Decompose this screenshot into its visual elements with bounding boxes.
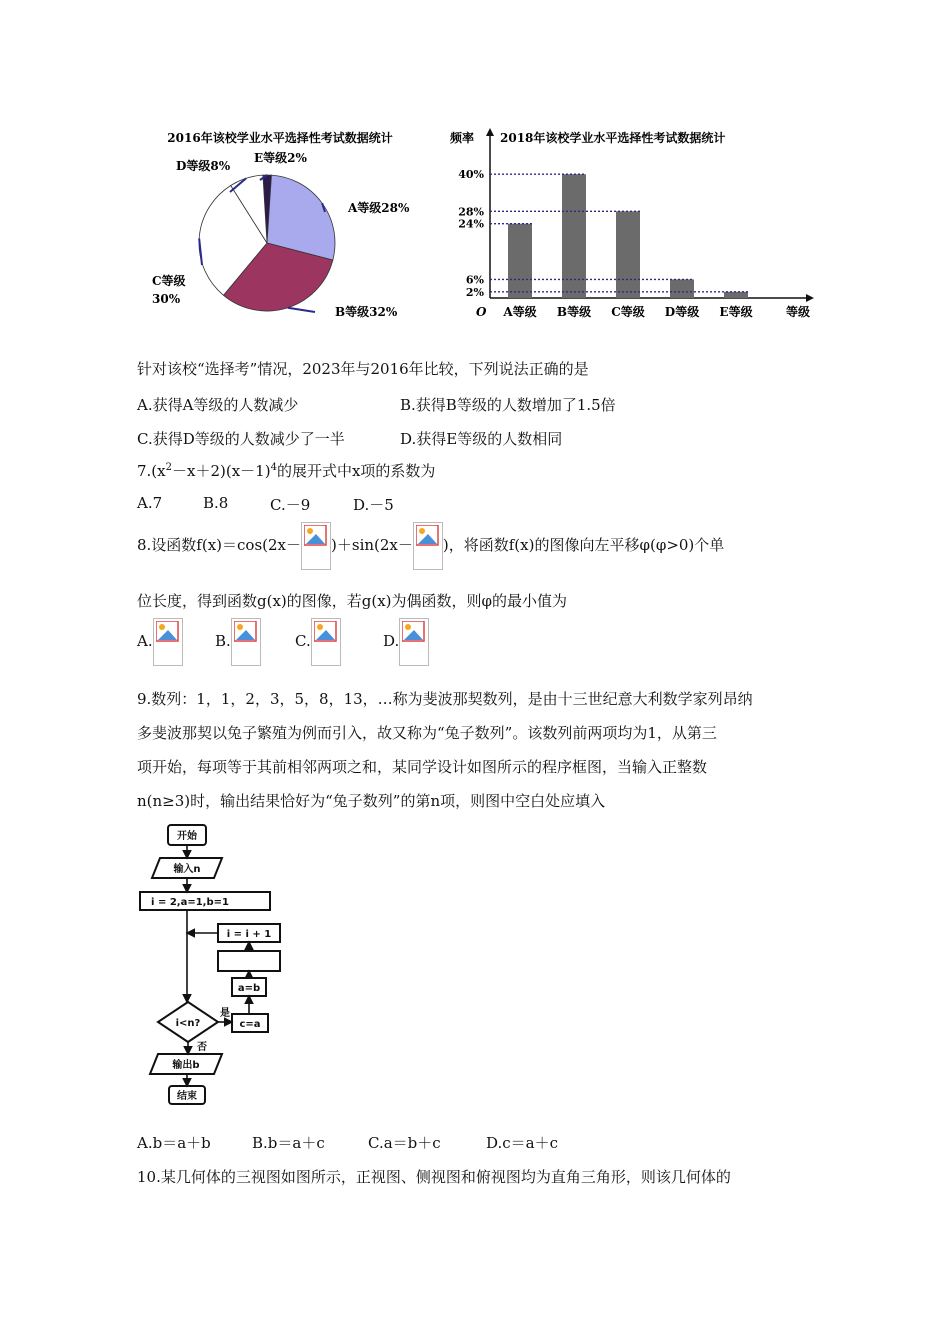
flow-increment-label: i = i + 1 [226, 929, 272, 940]
flow-init-label: i = 2,a=1,b=1 [151, 897, 229, 908]
q8-stem-line1: 8.设函数f(x)＝cos(2x－ )＋sin(2x－ )，将函数f(x)的图像向左平移φ(φ>0)个单 [137, 522, 724, 570]
q8-option-b: B. [215, 618, 261, 666]
image-placeholder-icon [311, 618, 341, 666]
flow-ab-label: a=b [237, 983, 261, 994]
q7-option-c: C.－9 [270, 496, 311, 514]
q9-stem-line3: 项开始，每项等于其前相邻两项之和，某同学设计如图所示的程序框图，当输入正整数 [137, 758, 708, 776]
q8-option-c: C. [295, 618, 341, 666]
pie-leader-1 [288, 308, 315, 312]
bar-origin: O [476, 305, 487, 319]
flow-blank-box [218, 951, 280, 971]
flow-output-label: 输出b [172, 1060, 200, 1071]
pie-title: 2016年该校学业水平选择性考试数据统计 [167, 131, 393, 145]
bar-y-arrow [486, 128, 494, 136]
bar-ytick-1: 28% [458, 205, 484, 219]
bar-ytick-2: 24% [458, 217, 484, 231]
pie-label-0: A等级28% [348, 201, 410, 215]
q9-stem-line2: 多斐波那契以兔子繁殖为例而引入，故又称为“兔子数列”。该数列前两项均为1，从第三 [137, 724, 717, 742]
q10-stem-line1: 10.某几何体的三视图如图所示，正视图、侧视图和俯视图均为直角三角形，则该几何体的 [137, 1168, 731, 1186]
bar-category-4: E等级 [719, 305, 753, 319]
image-placeholder-icon [231, 618, 261, 666]
bar-x-arrow [806, 294, 814, 302]
pie-label-2-pct: 30% [152, 292, 181, 306]
flow-ca-label: c=a [239, 1019, 261, 1030]
image-placeholder-icon [399, 618, 429, 666]
q6-stem: 针对该校“选择考”情况，2023年与2016年比较，下列说法正确的是 [137, 360, 589, 378]
bar-xlabel: 等级 [786, 305, 811, 319]
bar-ylabel: 频率 [450, 131, 475, 145]
flow-yes-label: 是 [220, 1008, 230, 1019]
pie-chart-2016 [130, 120, 430, 330]
q6-option-d: D.获得E等级的人数相同 [400, 430, 563, 448]
q6-option-b: B.获得B等级的人数增加了1.5倍 [400, 396, 616, 414]
q8-option-a: A. [137, 618, 183, 666]
q6-option-c: C.获得D等级的人数减少了一半 [137, 430, 345, 448]
bar-category-1: B等级 [556, 305, 592, 319]
pie-label-3: D等级8% [176, 159, 231, 173]
pie-label-4: E等级2% [254, 151, 307, 165]
q8-stem-line2: 位长度，得到函数g(x)的图像，若g(x)为偶函数，则φ的最小值为 [137, 592, 568, 610]
bar-ytick-4: 2% [465, 285, 484, 299]
q7-option-d: D.－5 [353, 496, 394, 514]
flow-input-label: 输入n [173, 864, 201, 875]
image-placeholder-icon [153, 618, 183, 666]
q7-stem: $7.(x^2-x+2)(x-1)^4$的展开式中x项的系数为 [137, 462, 436, 480]
bar-category-2: C等级 [611, 305, 645, 319]
pie-label-1: B等级32% [335, 305, 398, 319]
flow-no-label: 否 [197, 1042, 207, 1053]
q9-stem-line1: 9.数列：1，1，2，3，5，8，13，…称为斐波那契数列，是由十三世纪意大利数学家列昂纳 [137, 690, 753, 708]
bar-4 [724, 292, 748, 298]
statistics-charts [130, 120, 811, 330]
pie-label-2: C等级 [152, 274, 186, 288]
q6-option-a: A.获得A等级的人数减少 [137, 396, 299, 414]
q8-option-d: D. [383, 618, 429, 666]
bar-2 [616, 211, 640, 298]
q9-stem-line4: n(n≥3)时，输出结果恰好为“兔子数列”的第n项，则图中空白处应填入 [137, 792, 606, 810]
bar-title: 2018年该校学业水平选择性考试数据统计 [500, 131, 726, 145]
bar-chart-2018 [440, 120, 810, 330]
image-placeholder-icon [301, 522, 331, 570]
bar-3 [670, 279, 694, 298]
q7-option-a: A.7 [137, 494, 163, 512]
q9-option-b: B.b＝a＋c [252, 1134, 325, 1152]
bar-ytick-3: 6% [465, 273, 484, 287]
program-flowchart [130, 820, 290, 1110]
flow-condition-label: i<n? [175, 1018, 201, 1029]
flow-start-label: 开始 [177, 831, 197, 842]
image-placeholder-icon [413, 522, 443, 570]
bar-ytick-0: 40% [458, 168, 484, 182]
flow-end-label: 结束 [177, 1091, 197, 1102]
q9-option-c: C.a＝b＋c [368, 1134, 441, 1152]
bar-category-3: D等级 [664, 305, 700, 319]
q9-option-a: A.b＝a＋b [137, 1134, 211, 1152]
q7-option-b: B.8 [203, 494, 229, 512]
q9-option-d: D.c＝a＋c [486, 1134, 559, 1152]
bar-0 [508, 224, 532, 298]
bar-category-0: A等级 [503, 305, 537, 319]
